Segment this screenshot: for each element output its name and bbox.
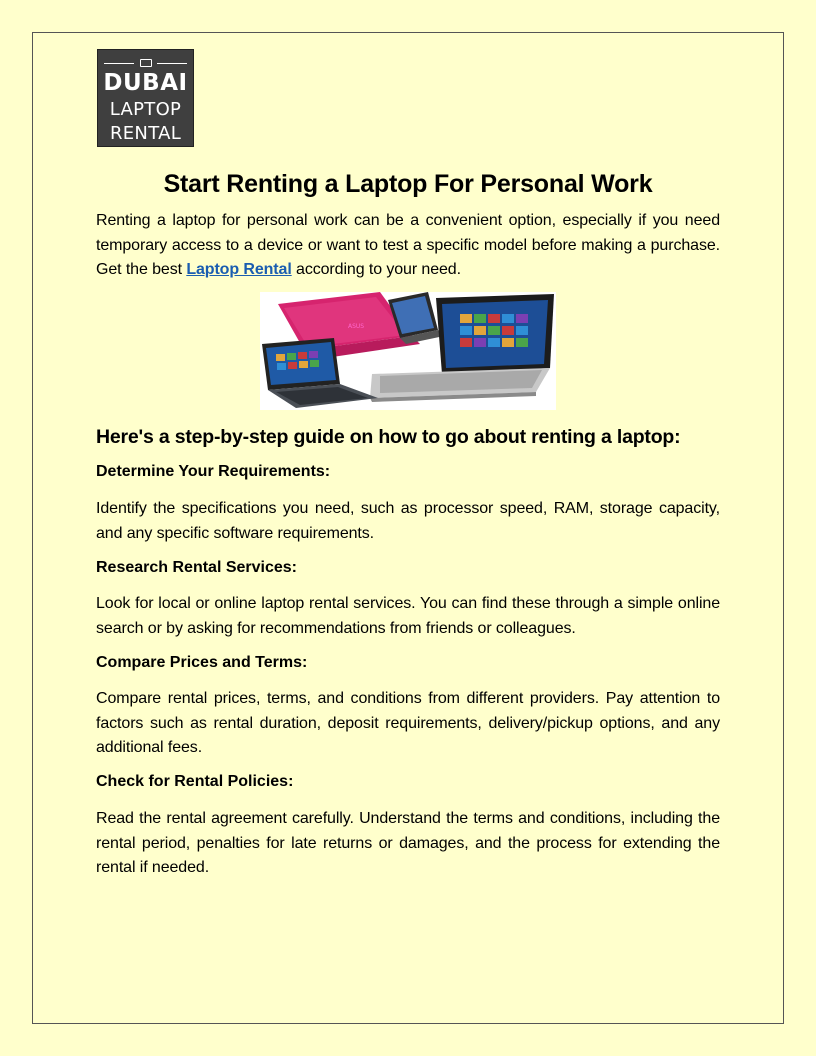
guide-heading: Here's a step-by-step guide on how to go about renting a laptop: [96,426,681,448]
step-1-heading: Determine Your Requirements: [96,463,331,480]
laptops-illustration [260,292,556,410]
asus-label-pink: ASUS [348,323,365,330]
logo-text-line2: LAPTOP [109,99,182,120]
logo-text-line1: DUBAI [103,70,188,96]
laptops-image [260,292,556,410]
intro-text: Renting a laptop for personal work can be a convenient option, especially if you need temporary access to a device or want to test a specific model before making a purchase. Get the best [96,212,720,278]
laptop-rental-link[interactable]: Laptop Rental [186,261,292,278]
intro-text-end: according to your need. [291,261,461,278]
page-title: Start Renting a Laptop For Personal Work [163,170,653,198]
company-logo [97,49,194,147]
step-4-heading: Check for Rental Policies: [96,773,294,790]
step-2-text: Look for local or online laptop rental services. You can find these through a simple online search or by asking for recommendations from friends or colleagues. [96,595,720,637]
logo-text-line3: RENTAL [109,123,182,144]
logo-laptop-icon [104,59,187,67]
step-3-heading: Compare Prices and Terms: [96,654,308,671]
step-2-heading: Research Rental Services: [96,559,297,576]
step-3-text: Compare rental prices, terms, and conditions from different providers. Pay attention to factors such as rental duration, deposit requirements, delivery/pickup options, and any additional fees. [96,690,720,756]
step-1-text: Identify the specifications you need, such as processor speed, RAM, storage capacity, and any specific software requirements. [96,500,720,542]
intro-paragraph [96,209,720,283]
step-4-text: Read the rental agreement carefully. Understand the terms and conditions, including the rental period, penalties for late returns or damages, and the process for extending the rental if needed. [96,810,720,876]
